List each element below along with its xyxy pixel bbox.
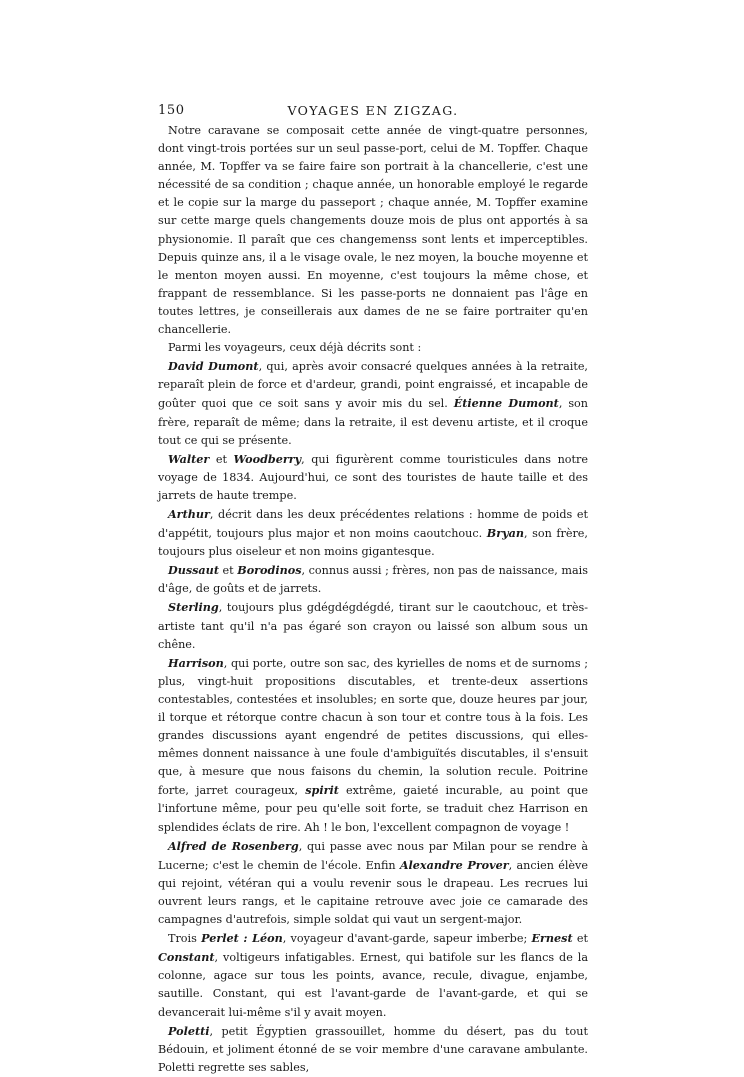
paragraph: David Dumont, qui, après avoir consacré quelques années à la retraite, reparaît plein de force et d'ardeur, grandi, point engraissé, et incapable de goûter quoi que ce soit sans y avoir mis du sel. Étienne Dumont, son frère, reparaît de même; dans la retraite, il est devenu artiste, et il croque tout ce qui se présente. — [158, 359, 588, 447]
person-name: Ernest — [531, 931, 573, 946]
paragraph: Arthur, décrit dans les deux précédentes relations : homme de poids et d'appétit, toujours plus major et non moins caoutchouc. Bryan, son frère, toujours plus oiseleur et non moins gigantesque. — [158, 506, 588, 559]
person-name: Harrison — [168, 655, 224, 670]
person-name: Alfred de Rosenberg — [168, 838, 299, 853]
paragraph: Harrison, qui porte, outre son sac, des kyrielles de noms et de surnoms ; plus, vingt-huit propositions discutables, et trente-deux assertions contestables, contestées et insolubles; en sorte que, douze heures par jour, il torque et rétorque contre chacun à son tour et contre tous à la fois. Les grandes discussions ayant engendré de petites discussions, qui elles-mêmes donnent naissance à une foule d'ambiguïtés discutables, il s'ensuit que, à mesure que nous faisons du chemin, la solution recule. Poitrine forte, jarret courageux, spirit extrême, gaieté incurable, au point que l'infortune même, pour peu qu'elle soit forte, se traduit chez Harrison en splendides éclats de rire. Ah ! le bon, l'excellent compagnon de voyage ! — [158, 655, 588, 834]
paragraph: Parmi les voyageurs, ceux déjà décrits sont : — [168, 341, 422, 355]
paragraph: Alfred de Rosenberg, qui passe avec nous par Milan pour se rendre à Lucerne; c'est le chemin de l'école. Enfin Alexandre Prover, ancien élève qui rejoint, vétéran qui a voulu revenir sous le drapeau. Les recrues lui ouvrent leurs rangs, et le capitaine retrouve avec joie ce camarade des campagnes d'autrefois, simple soldat qui vaut un sergent-major. — [158, 838, 588, 927]
person-name: Alexandre Prover — [399, 857, 509, 872]
person-name: Borodinos — [237, 563, 302, 578]
person-name: David Dumont — [168, 359, 259, 374]
paragraph: Walter et Woodberry, qui figurèrent comme touristicules dans notre voyage de 1834. Aujourd'hui, ce sont des touristes de haute taille et des jarrets de haute trempe. — [158, 451, 588, 502]
person-name: Walter — [168, 451, 210, 466]
person-name: Constant — [158, 950, 215, 965]
running-title: VOYAGES EN ZIGZAG. — [287, 103, 459, 118]
person-name: Arthur — [168, 506, 210, 521]
emphasis: spirit — [305, 783, 339, 798]
paragraph: Sterling, toujours plus gdégdégdégdé, tirant sur le caoutchouc, et très-artiste tant qu'il n'a pas égaré son crayon ou laissé son album sous un chêne. — [158, 600, 588, 651]
body-text — [158, 122, 588, 1077]
person-name: Perlet : Léon — [201, 931, 283, 946]
running-header — [158, 103, 588, 121]
person-name: Poletti — [168, 1023, 210, 1038]
person-name: Dussaut — [168, 563, 219, 578]
page-number: 150 — [158, 103, 185, 118]
person-name: Woodberry — [233, 451, 302, 466]
person-name: Bryan — [486, 526, 524, 541]
person-name: Sterling — [168, 600, 219, 615]
paragraph: Notre caravane se composait cette année de vingt-quatre personnes, dont vingt-trois portées sur un seul passe-port, celui de M. Topffer. Chaque année, M. Topffer va se faire faire son portrait à la chancellerie, c'est une nécessité de sa condition ; chaque année, un honorable employé le regarde et le copie sur la marge du passeport ; chaque année, M. Topffer examine sur cette marge quels changements douze mois de plus ont apportés à sa physionomie. Il paraît que ces changemenss sont lents et imperceptibles. Depuis quinze ans, il a le visage ovale, le nez moyen, la bouche moyenne et le menton moyen aussi. En moyenne, c'est toujours la même chose, et frappant de ressemblance. Si les passe-ports ne donnaient pas l'âge en toutes lettres, je conseillerais aux dames de ne se faire portraiter qu'en chancellerie. — [158, 124, 588, 337]
paragraph: Dussaut et Borodinos, connus aussi ; frères, non pas de naissance, mais d'âge, de goûts et de jarrets. — [158, 563, 588, 596]
paragraph: Trois Perlet : Léon, voyageur d'avant-garde, sapeur imberbe; Ernest et Constant, voltigeurs infatigables. Ernest, qui batifole sur les flancs de la colonne, agace sur tous les points, avance, recule, divague, enjambe, sautille. Constant, qui est l'avant-garde de l'avant-garde, et qui se devancerait lui-même s'il y avait moyen. — [158, 931, 589, 1019]
paragraph: Poletti, petit Égyptien grassouillet, homme du désert, pas du tout Bédouin, et joliment étonné de se voir membre d'une caravane ambulante. Poletti regrette ses sables, — [158, 1023, 588, 1074]
person-name: Étienne Dumont — [453, 396, 559, 411]
